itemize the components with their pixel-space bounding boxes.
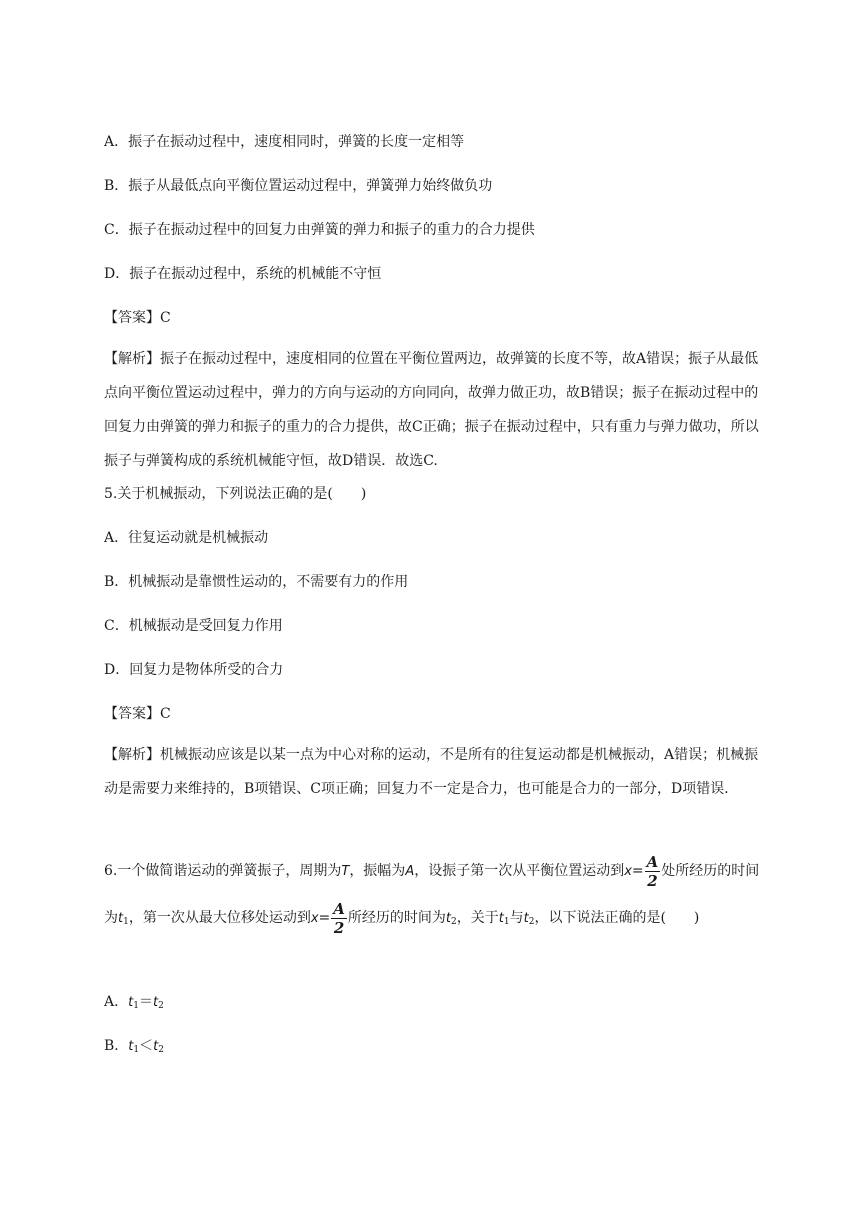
q4-option-c: C．振子在振动过程中的回复力由弹簧的弹力和振子的重力的合力提供 bbox=[104, 222, 535, 238]
q4-option-d: D．振子在振动过程中，系统的机械能不守恒 bbox=[104, 266, 382, 282]
fraction-a-over-2: $\frac{A}{2}$ bbox=[646, 852, 659, 890]
q6-option-b: B．$t_1<t_2$ bbox=[104, 1038, 164, 1055]
q4-analysis: 【解析】振子在振动过程中，速度相同的位置在平衡位置两边，故弹簧的长度不等，故A错误；振子从最低点向平衡位置运动过程中，弹力的方向与运动的方向同向，故弹力做正功，故B错误；振子在振动过程中的回复力由弹簧的弹力和振子的重力的合力提供，故C正确；振子在振动过程中，只有重力与弹力做功，所以振子与弹簧构成的系统机械能守恒，故D错误．故选C. bbox=[104, 351, 759, 469]
q5-option-c: C．机械振动是受回复力作用 bbox=[104, 618, 283, 634]
fraction-a-over-2: $\frac{A}{2}$ bbox=[333, 899, 345, 937]
q5-analysis: 【解析】机械振动应该是以某一点为中心对称的运动，不是所有的往复运动都是机械振动，A错误；机械振动是需要力来维持的，B项错误、C项正确；回复力不一定是合力，也可能是合力的一部分，D项错误． bbox=[104, 747, 759, 797]
q4-answer: 【答案】C bbox=[104, 310, 171, 326]
q6-stem: 6.一个做简谐运动的弹簧振子，周期为T，振幅为A，设振子第一次从平衡位置运动到x= $\frac{A}{2}$ 处所经历的时间为$t_1$，第一次从最大位移处运动到x= $\frac{A}{2}$ 所经历的时间为$t_2$，关于$t_1$与$t_2$，以下说法正确的是( ) bbox=[104, 852, 760, 937]
q5-option-a: A．往复运动就是机械振动 bbox=[104, 530, 269, 546]
q4-option-a: A．振子在振动过程中，速度相同时，弹簧的长度一定相等 bbox=[104, 134, 465, 150]
q6-option-a: A．$t_1=t_2$ bbox=[104, 994, 164, 1011]
q5-answer: 【答案】C bbox=[104, 706, 171, 722]
q5-option-d: D．回复力是物体所受的合力 bbox=[104, 662, 284, 678]
q5-stem: 5.关于机械振动，下列说法正确的是( ) bbox=[104, 486, 367, 502]
q5-option-b: B．机械振动是靠惯性运动的，不需要有力的作用 bbox=[104, 574, 409, 590]
q4-option-b: B．振子从最低点向平衡位置运动过程中，弹簧弹力始终做负功 bbox=[104, 178, 493, 194]
